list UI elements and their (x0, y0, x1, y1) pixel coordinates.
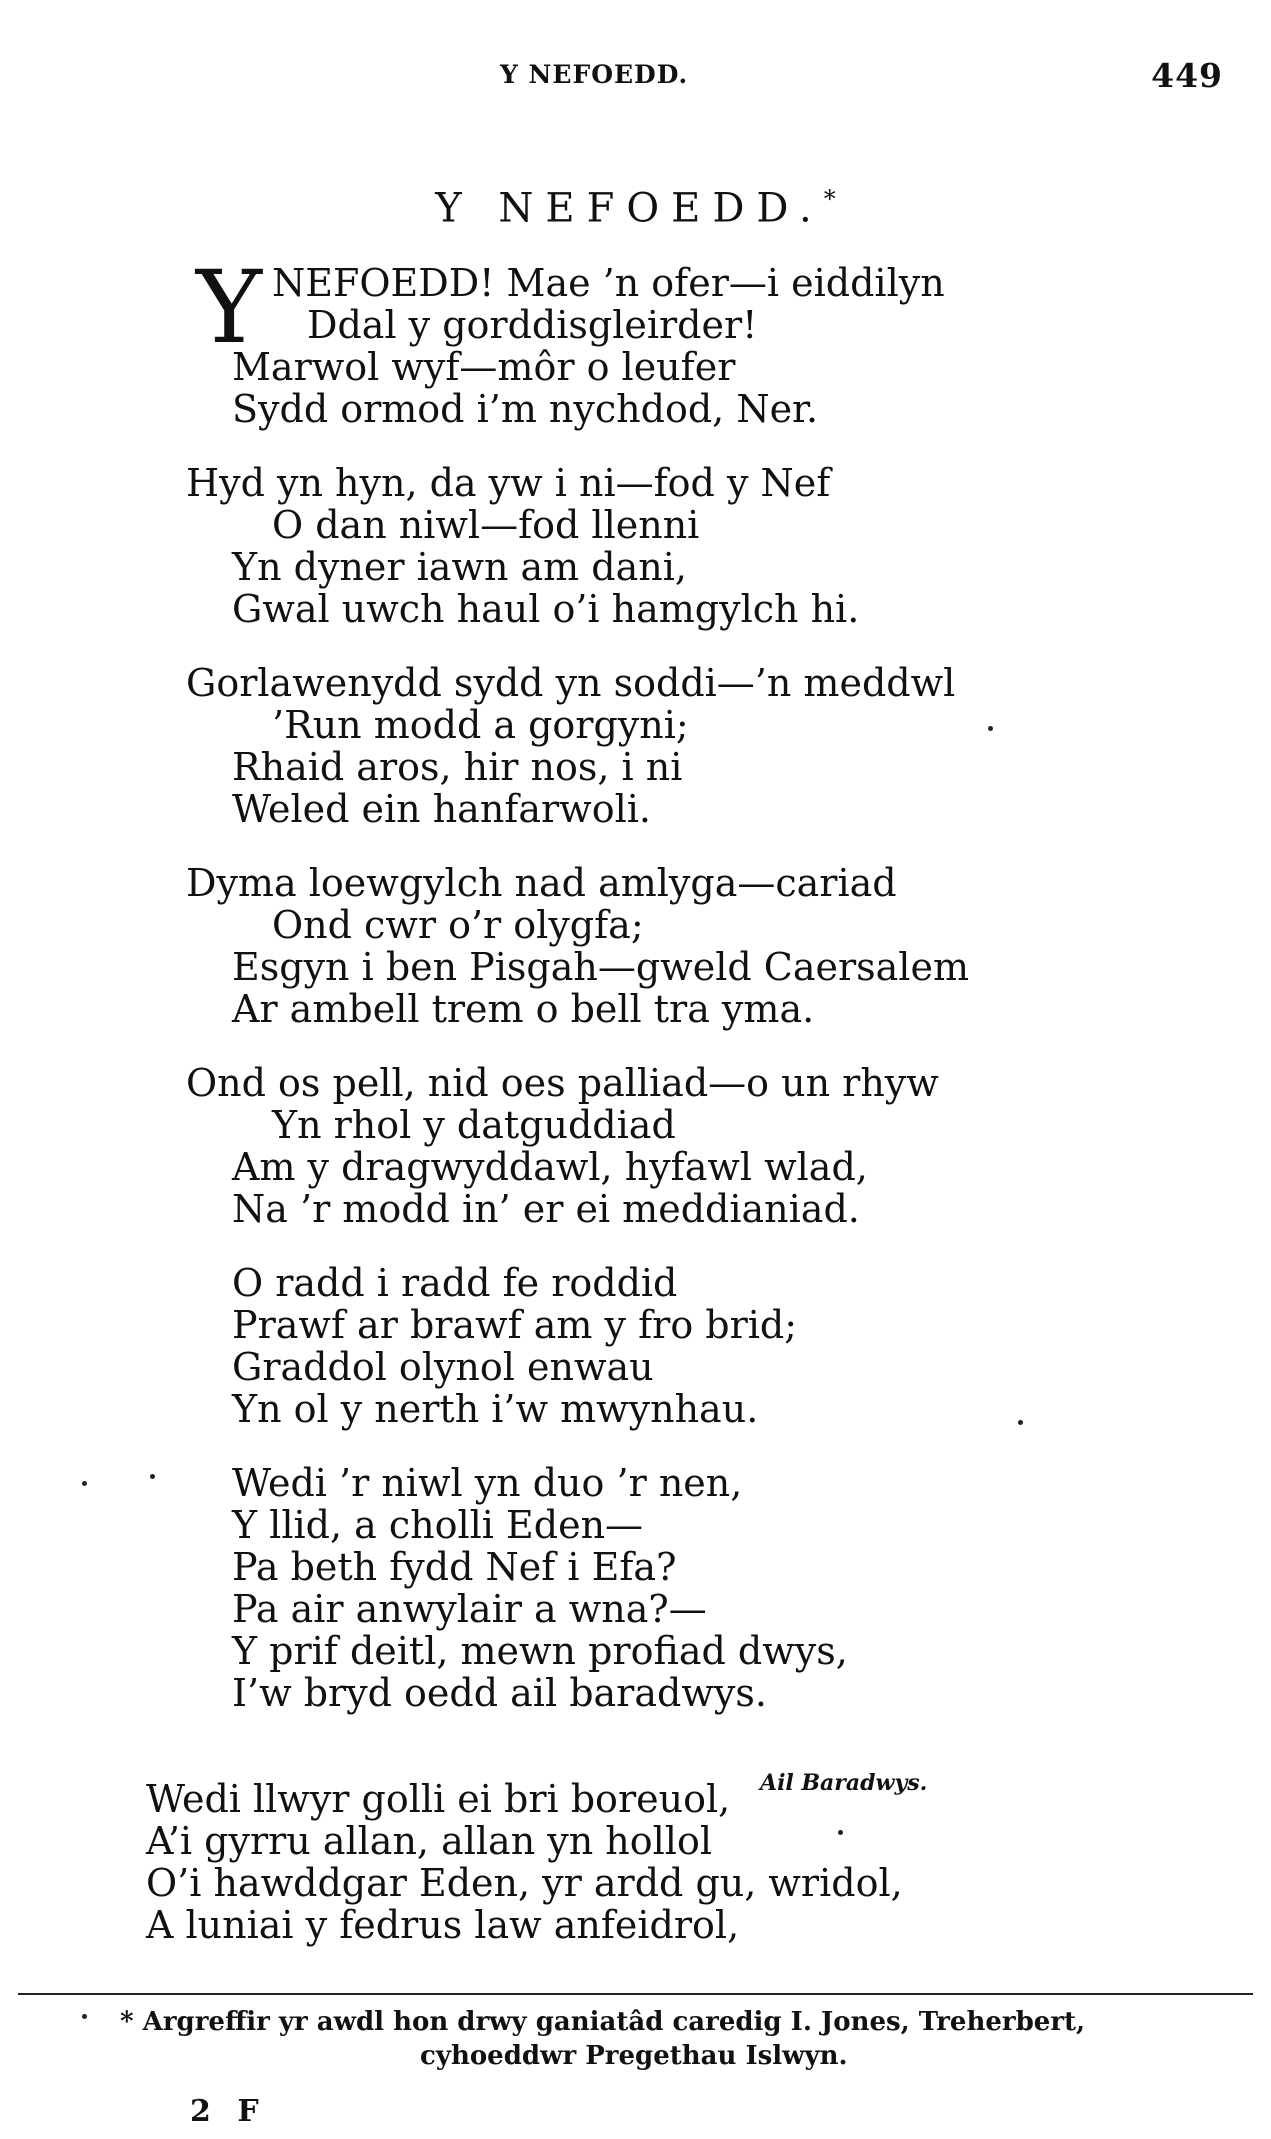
poem-line: Wedi ’r niwl yn duo ’r nen, (232, 1461, 743, 1505)
poem-line: NEFOEDD! Mae ’n ofer—i eiddilyn (272, 261, 945, 305)
poem-line: Ddal y gorddisgleirder! (307, 303, 758, 347)
poem-line: Y llid, a cholli Eden— (232, 1503, 644, 1547)
running-title: Y NEFOEDD. (500, 60, 689, 89)
poem-line: Prawf ar brawf am y fro brid; (232, 1303, 798, 1347)
poem-line: Weled ein hanfarwoli. (232, 787, 651, 831)
footnote (120, 2005, 1160, 2073)
ink-speck (82, 2014, 87, 2019)
poem-line: Ar ambell trem o bell tra yma. (232, 987, 815, 1031)
poem-line: Wedi llwyr golli ei bri boreuol, (146, 1777, 731, 1821)
poem-line: A luniai y fedrus law anfeidrol, (146, 1903, 740, 1947)
poem-line: Gorlawenydd sydd yn soddi—’n meddwl (186, 661, 956, 705)
poem-line: Marwol wyf—môr o leufer (232, 345, 736, 389)
poem-line: Na ’r modd in’ er ei meddianiad. (232, 1187, 860, 1231)
poem-line: Hyd yn hyn, da yw i ni—fod y Nef (186, 461, 831, 505)
ink-speck (988, 726, 993, 731)
section-label: Ail Baradwys. (760, 1770, 928, 1796)
poem-line: Y prif deitl, mewn profiad dwys, (232, 1629, 848, 1673)
poem-line: Am y dragwyddawl, hyfawl wlad, (232, 1145, 868, 1189)
ink-speck (838, 1830, 843, 1835)
poem-line: Pa air anwylair a wna?— (232, 1587, 707, 1631)
poem-line: Gwal uwch haul o’i hamgylch hi. (232, 587, 860, 631)
poem-line: A’i gyrru allan, allan yn hollol (146, 1819, 712, 1863)
poem-line: Yn dyner iawn am dani, (232, 545, 687, 589)
ink-speck (150, 1474, 155, 1479)
footnote-line-1: * Argreffir yr awdl hon drwy ganiatâd caredig I. Jones, Treherbert, (120, 2007, 1086, 2037)
poem-line: Yn ol y nerth i’w mwynhau. (232, 1387, 759, 1431)
page-number: 449 (1151, 56, 1223, 95)
footnote-rule (18, 1993, 1253, 1995)
poem-line: Yn rhol y datguddiad (272, 1103, 676, 1147)
drop-cap: Y (196, 249, 263, 366)
footnote-line-2: cyhoeddwr Pregethau Islwyn. (420, 2041, 848, 2071)
poem-line: O radd i radd fe roddid (232, 1261, 678, 1305)
poem-line: Esgyn i ben Pisgah—gweld Caersalem (232, 945, 969, 989)
poem-title-text: Y NEFOEDD. (435, 185, 824, 232)
poem-line: O’i hawddgar Eden, yr ardd gu, wridol, (146, 1861, 903, 1905)
footnote-mark: * (823, 185, 836, 213)
poem-line: Graddol olynol enwau (232, 1345, 654, 1389)
poem-title (0, 185, 1271, 231)
poem-line: Sydd ormod i’m nychdod, Ner. (232, 387, 819, 431)
poem-line: Rhaid aros, hir nos, i ni (232, 745, 683, 789)
ink-speck (82, 1481, 87, 1486)
poem-line: Dyma loewgylch nad amlyga—cariad (186, 861, 897, 905)
poem-line: Ond cwr o’r olygfa; (272, 903, 644, 947)
running-head (0, 56, 1271, 100)
poem-line: Pa beth fydd Nef i Efa? (232, 1545, 677, 1589)
signature-mark: 2 F (190, 2094, 267, 2129)
poem-line: O dan niwl—fod llenni (272, 503, 700, 547)
ink-speck (1018, 1420, 1023, 1425)
poem-line: I’w bryd oedd ail baradwys. (232, 1671, 767, 1715)
poem-line: ’Run modd a gorgyni; (272, 703, 689, 747)
poem-line: Ond os pell, nid oes palliad—o un rhyw (186, 1061, 939, 1105)
